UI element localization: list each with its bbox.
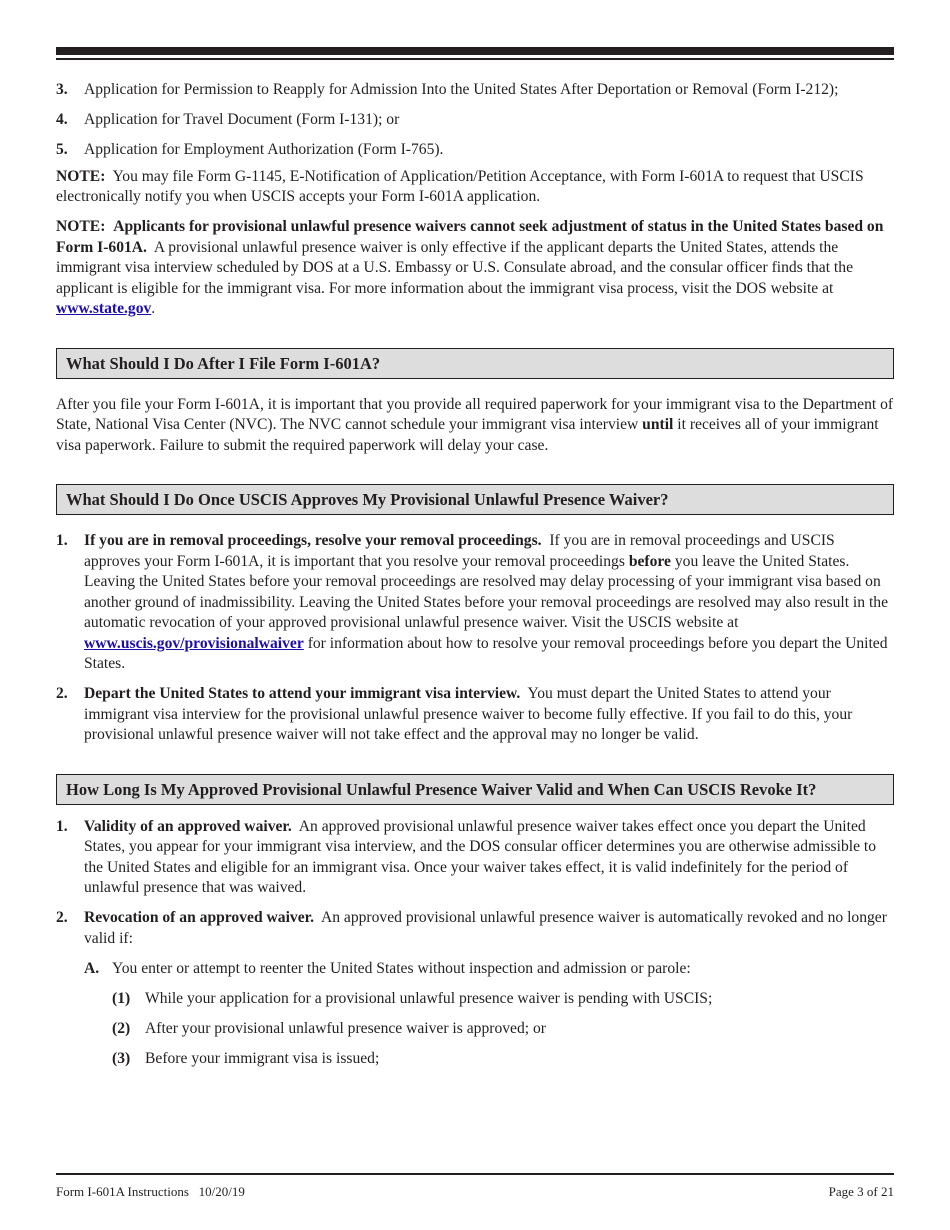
list-text: Application for Employment Authorization (Form I-765).	[84, 141, 444, 158]
sub-sub-item-text: Before your immigrant visa is issued;	[145, 1049, 380, 1067]
item-title: If you are in removal proceedings, resolve your removal proceedings.	[84, 532, 542, 549]
note-bold-text: Applicants for provisional unlawful presence waivers cannot seek adjustment of status in the United States based on Form I-601A.	[56, 218, 884, 256]
sub-sub-list-item	[56, 1049, 894, 1070]
section-heading-approval: What Should I Do Once USCIS Approves My Provisional Unlawful Presence Waiver?	[56, 484, 894, 515]
list-number: 2.	[56, 909, 68, 926]
list-number: 3.	[56, 81, 68, 98]
item-text: you leave the United States. Leaving the United States before your removal proceedings are resolved may delay processing of your immigrant visa based on another ground of inadmissibility. Leaving the United States before your removal proceedings are resolved may also result in the automatic revocation of your approved provisional unlawful presence waiver. Visit the USCIS website at	[84, 552, 889, 631]
sub-sub-list-item	[56, 1019, 894, 1040]
item-text: You must depart the United States to attend your immigrant visa interview for the provisional unlawful presence waiver to become fully effective. If you fail to do this, your provisional unlawful presence waiver will not take effect and the approval may no longer be valid.	[84, 685, 853, 743]
sub-list-letter: A.	[84, 959, 100, 977]
note-g1145	[56, 167, 894, 208]
list-item	[56, 80, 894, 101]
note-text: A provisional unlawful presence waiver is only effective if the applicant departs the United States, attends the immigrant visa interview scheduled by DOS at a U.S. Embassy or U.S. Consulate abroad, and the consular officer finds that the applicant is eligible for the immigrant visa. For more information about the immigrant visa process, visit the DOS website at	[56, 238, 853, 297]
list-number: 5.	[56, 141, 68, 158]
item-title: Revocation of an approved waiver.	[84, 909, 315, 926]
footer-rule	[56, 1173, 894, 1175]
emphasis-before: before	[628, 552, 671, 570]
page-content	[56, 80, 894, 1079]
item-title: Depart the United States to attend your immigrant visa interview.	[84, 685, 521, 702]
list-item	[56, 531, 894, 675]
note-end: .	[151, 300, 156, 317]
section-heading-after-filing: What Should I Do After I File Form I-601A?	[56, 348, 894, 379]
paragraph-text: it receives all of your immigrant visa paperwork. Failure to submit the required paperwork will delay your case.	[56, 416, 879, 454]
sub-sub-list-item	[56, 989, 894, 1010]
note-adjustment	[56, 217, 894, 320]
item-text: An approved provisional unlawful presence waiver is automatically revoked and no longer valid if:	[84, 909, 887, 947]
sub-sub-item-text: After your provisional unlawful presence waiver is approved; or	[145, 1019, 546, 1037]
state-gov-link[interactable]: www.state.gov	[56, 300, 152, 317]
list-number: 2.	[56, 685, 68, 702]
paragraph-text: After you file your Form I-601A, it is important that you provide all required paperwork for your immigrant visa to the Department of State, National Visa Center (NVC). The NVC cannot schedule your immigrant visa interview	[56, 395, 894, 433]
item-text: If you are in removal proceedings and USCIS approves your Form I-601A, it is important that you resolve your removal proceedings	[84, 532, 835, 570]
item-text: for information about how to resolve your removal proceedings before you depart the United States.	[84, 634, 888, 672]
list-number: 1.	[56, 817, 68, 835]
list-item	[56, 140, 894, 161]
uscis-waiver-link[interactable]: www.uscis.gov/provisionalwaiver	[84, 634, 304, 652]
list-number: 4.	[56, 111, 68, 128]
emphasis-until: until	[642, 416, 674, 433]
item-title: Validity of an approved waiver.	[84, 817, 292, 835]
list-item	[56, 110, 894, 131]
sub-list-item	[56, 959, 894, 980]
sub-sub-list-number: (2)	[112, 1019, 131, 1037]
footer-page-number: Page 3 of 21	[828, 1184, 894, 1199]
list-text: Application for Permission to Reapply for Admission Into the United States After Deportation or Removal (Form I-212);	[84, 81, 839, 98]
list-text: Application for Travel Document (Form I-131); or	[84, 111, 400, 128]
note-text: You may file Form G-1145, E-Notification of Application/Petition Acceptance, with Form I-601A to request that USCIS electronically notify you when USCIS accepts your Form I-601A application.	[56, 167, 864, 205]
footer-form-info: Form I-601A Instructions 10/20/19	[56, 1184, 245, 1199]
list-item	[56, 684, 894, 746]
list-number: 1.	[56, 532, 68, 549]
sub-sub-item-text: While your application for a provisional unlawful presence waiver is pending with USCIS;	[145, 989, 713, 1007]
header-rule-thick	[56, 47, 894, 55]
sub-item-text: You enter or attempt to reenter the United States without inspection and admission or parole:	[112, 959, 691, 977]
item-text: An approved provisional unlawful presence waiver takes effect once you depart the United States, you appear for your immigrant visa interview, and the DOS consular officer determines you are otherwise admissible to the United States and eligible for an immigrant visa. Once your waiver takes effect, it is valid indefinitely for the period of unlawful presence that was waived.	[84, 817, 877, 896]
document-page	[56, 0, 894, 1230]
note-label: NOTE:	[56, 167, 106, 185]
section-heading-validity: How Long Is My Approved Provisional Unlawful Presence Waiver Valid and When Can USCIS Revoke It?	[56, 774, 894, 805]
list-item	[56, 817, 894, 899]
header-rule-thin	[56, 58, 894, 60]
sub-sub-list-number: (3)	[112, 1049, 131, 1067]
sub-sub-list-number: (1)	[112, 989, 131, 1007]
list-item	[56, 908, 894, 949]
note-label: NOTE:	[56, 218, 106, 235]
section-after-filing-text	[56, 395, 894, 457]
